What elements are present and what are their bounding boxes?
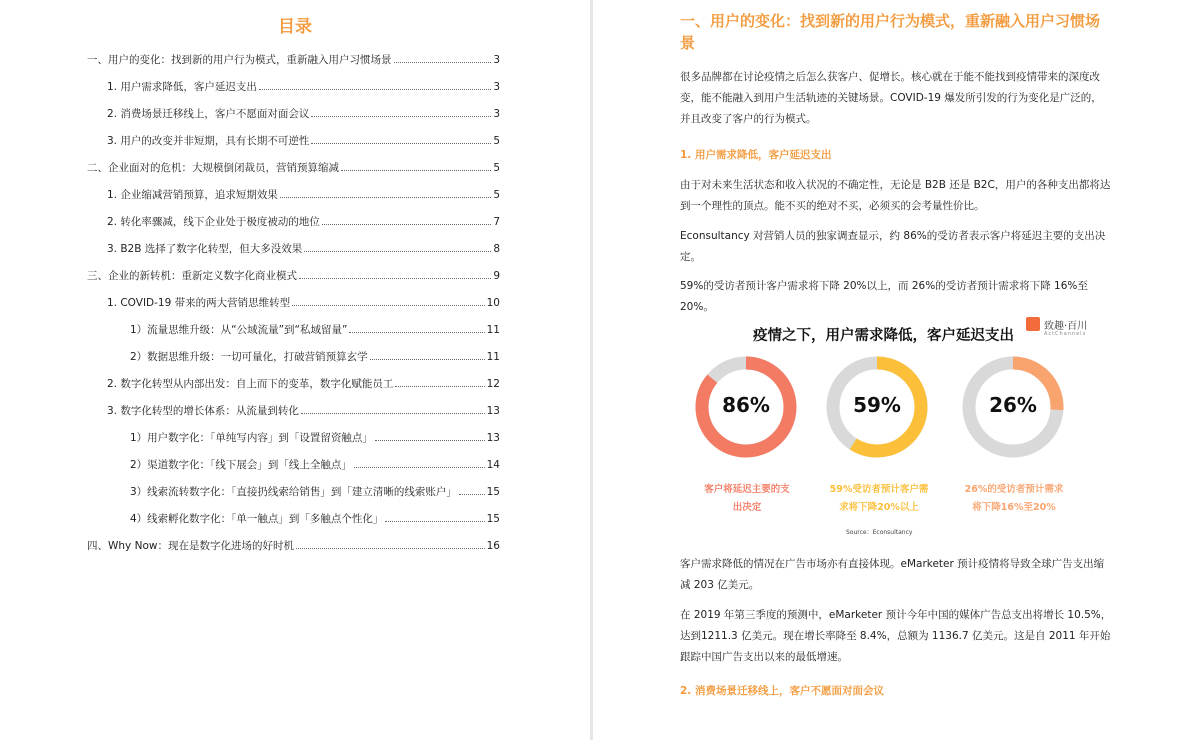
toc-page-number: 8	[493, 243, 500, 255]
toc-entry-text: 二、企业面对的危机：大规模倒闭裁员，营销预算缩减	[87, 162, 339, 174]
toc-page-number: 13	[486, 432, 500, 444]
toc-leader-dots	[385, 521, 484, 522]
toc-entry-text: 2）渠道数字化：「线下展会」到「线上全触点」	[130, 459, 352, 471]
chart-title: 疫情之下，用户需求降低，客户延迟支出	[753, 328, 1014, 344]
toc-entry[interactable]	[130, 485, 500, 499]
toc-page	[0, 0, 590, 740]
logo-subtext: ActChannels	[1044, 331, 1087, 337]
toc-entry[interactable]	[87, 269, 500, 283]
donut-caption-line-1: 59%受访者预计客户需	[829, 484, 929, 495]
donut-caption	[955, 481, 1073, 517]
toc-entry-text: 2. 消费场景迁移线上，客户不愿面对面会议	[107, 108, 310, 120]
toc-leader-dots	[259, 89, 491, 90]
toc-entry[interactable]	[107, 296, 500, 310]
toc-leader-dots	[296, 548, 485, 549]
donut-caption-line-2: 将下降16%至20%	[972, 502, 1056, 513]
donut-caption-line-1: 客户将延迟主要的支	[704, 484, 790, 495]
donut-caption-line-2: 出决定	[732, 502, 762, 513]
toc-entry-text: 2）数据思维升级：一切可量化，打破营销预算玄学	[130, 351, 368, 363]
toc-entry[interactable]	[87, 161, 500, 175]
donut-caption-line-1: 26%的受访者预计需求	[964, 484, 1064, 495]
toc-page-number: 3	[493, 108, 500, 120]
toc-leader-dots	[394, 62, 492, 63]
toc-entry-text: 1. 用户需求降低，客户延迟支出	[107, 81, 257, 93]
toc-leader-dots	[341, 170, 491, 171]
toc-page-number: 7	[493, 216, 500, 228]
toc-entry-text: 一、用户的变化：找到新的用户行为模式，重新融入用户习惯场景	[87, 54, 392, 66]
chart-source: Source：Econsultancy	[846, 529, 913, 536]
toc-page-number: 3	[493, 54, 500, 66]
toc-leader-dots	[349, 332, 484, 333]
paragraph-2: Econsultancy 对营销人员的独家调查显示，约 86%的受访者表示客户将延迟主要的支出决定。	[680, 230, 1106, 263]
toc-page-number: 14	[486, 459, 500, 471]
toc-entry[interactable]	[107, 215, 500, 229]
toc-leader-dots	[292, 305, 485, 306]
toc-leader-dots	[354, 467, 485, 468]
donut-percent-label: 59%	[853, 393, 901, 417]
toc-entry[interactable]	[130, 350, 500, 364]
toc-entry[interactable]	[107, 107, 500, 121]
subheading-2: 2. 消费场景迁移线上，客户不愿面对面会议	[680, 685, 884, 697]
toc-leader-dots	[301, 413, 485, 414]
toc-entry[interactable]	[130, 512, 500, 526]
toc-entry[interactable]	[107, 377, 500, 391]
toc-page-number: 13	[486, 405, 500, 417]
logo-mark-icon	[1026, 317, 1040, 331]
toc-page-number: 16	[486, 540, 500, 552]
intro-paragraph: 很多品牌都在讨论疫情之后怎么获客户、促增长。核心就在于能不能找到疫情带来的深度改变，能不能融入到用户生活轨迹的关键场景。COVID-19 爆发所引发的行为变化是广泛的，并且改变了客户的行为模式。	[680, 71, 1102, 125]
toc-page-number: 11	[486, 351, 500, 363]
toc-page-number: 5	[493, 135, 500, 147]
paragraph-4: 客户需求降低的情况在广告市场亦有直接体现。eMarketer 预计疫情将导致全球广告支出缩减 203 亿美元。	[680, 558, 1105, 591]
toc-page-number: 9	[493, 270, 500, 282]
toc-entry-text: 三、企业的新转机：重新定义数字化商业模式	[87, 270, 297, 282]
toc-page-number: 15	[486, 486, 500, 498]
donut-percent-label: 86%	[722, 393, 770, 417]
donut-caption	[820, 481, 938, 517]
toc-entry-text: 3. 数字化转型的增长体系：从流量到转化	[107, 405, 299, 417]
toc-leader-dots	[395, 386, 484, 387]
toc-page-number: 11	[486, 324, 500, 336]
toc-title: 目录	[278, 17, 312, 37]
toc-entry-text: 1）用户数字化：「单纯写内容」到「设置留资触点」	[130, 432, 373, 444]
toc-entry-text: 1）流量思维升级：从“公域流量”到“私域留量”	[130, 324, 348, 336]
toc-entry-text: 3. 用户的改变并非短期，具有长期不可逆性	[107, 135, 310, 147]
toc-entry-text: 4）线索孵化数字化：「单一触点」到「多触点个性化」	[130, 513, 384, 525]
paragraph-3: 59%的受访者预计客户需求将下降 20%以上，而 26%的受访者预计需求将下降 16%至 20%。	[680, 280, 1088, 313]
toc-entry[interactable]	[130, 458, 500, 472]
toc-leader-dots	[459, 494, 485, 495]
toc-entry[interactable]	[130, 323, 500, 337]
toc-entry-text: 1. 企业缩减营销预算，追求短期效果	[107, 189, 278, 201]
toc-page-number: 5	[493, 162, 500, 174]
toc-entry[interactable]	[107, 80, 500, 94]
toc-leader-dots	[299, 278, 491, 279]
section-heading: 一、用户的变化：找到新的用户行为模式，重新融入用户习惯场景	[680, 12, 1101, 52]
donut-caption	[688, 481, 806, 517]
paragraph-5: 在 2019 年第三季度的预测中，eMarketer 预计今年中国的媒体广告总支出将增长 10.5%，达到1211.3 亿美元。现在增长率降至 8.4%，总额为 1136.7 亿美元。这是自 2011 年开始跟踪中国广告支出以来的最低增速。	[680, 609, 1112, 663]
content-page	[593, 0, 1192, 740]
toc-leader-dots	[304, 251, 491, 252]
donut-caption-line-2: 求将下降20%以上	[839, 502, 919, 513]
toc-entry-text: 四、Why Now：现在是数字化进场的好时机	[87, 540, 294, 552]
toc-entry[interactable]	[107, 134, 500, 148]
toc-page-number: 3	[493, 81, 500, 93]
toc-entry-text: 2. 转化率骤减，线下企业处于极度被动的地位	[107, 216, 320, 228]
toc-leader-dots	[311, 143, 491, 144]
toc-entry[interactable]	[87, 53, 500, 67]
toc-entry-text: 3）线索流转数字化：「直接扔线索给销售」到「建立清晰的线索账户」	[130, 486, 457, 498]
toc-leader-dots	[375, 440, 485, 441]
paragraph-1: 由于对未来生活状态和收入状况的不确定性，无论是 B2B 还是 B2C，用户的各种支出都将达到一个理性的顶点。能不买的绝对不买，必须买的会考量性价比。	[680, 179, 1111, 212]
toc-entry-text: 1. COVID-19 带来的两大营销思维转型	[107, 297, 291, 309]
toc-leader-dots	[311, 116, 491, 117]
toc-leader-dots	[280, 197, 491, 198]
toc-page-number: 12	[486, 378, 500, 390]
toc-entry-text: 3. B2B 选择了数字化转型，但大多没效果	[107, 243, 303, 255]
toc-entry[interactable]	[107, 188, 500, 202]
toc-page-number: 15	[486, 513, 500, 525]
toc-leader-dots	[322, 224, 491, 225]
toc-entry-text: 2. 数字化转型从内部出发：自上而下的变革，数字化赋能员工	[107, 378, 394, 390]
toc-entry[interactable]	[87, 539, 500, 553]
toc-page-number: 5	[493, 189, 500, 201]
toc-page-number: 10	[486, 297, 500, 309]
toc-entry[interactable]	[107, 404, 500, 418]
donut-percent-label: 26%	[989, 393, 1037, 417]
logo-text: 致趣·百川	[1044, 321, 1088, 332]
toc-entry[interactable]	[107, 242, 500, 256]
toc-entry[interactable]	[130, 431, 500, 445]
brand-logo	[1026, 317, 1098, 341]
toc-leader-dots	[370, 359, 485, 360]
subheading-1: 1. 用户需求降低，客户延迟支出	[680, 149, 832, 161]
